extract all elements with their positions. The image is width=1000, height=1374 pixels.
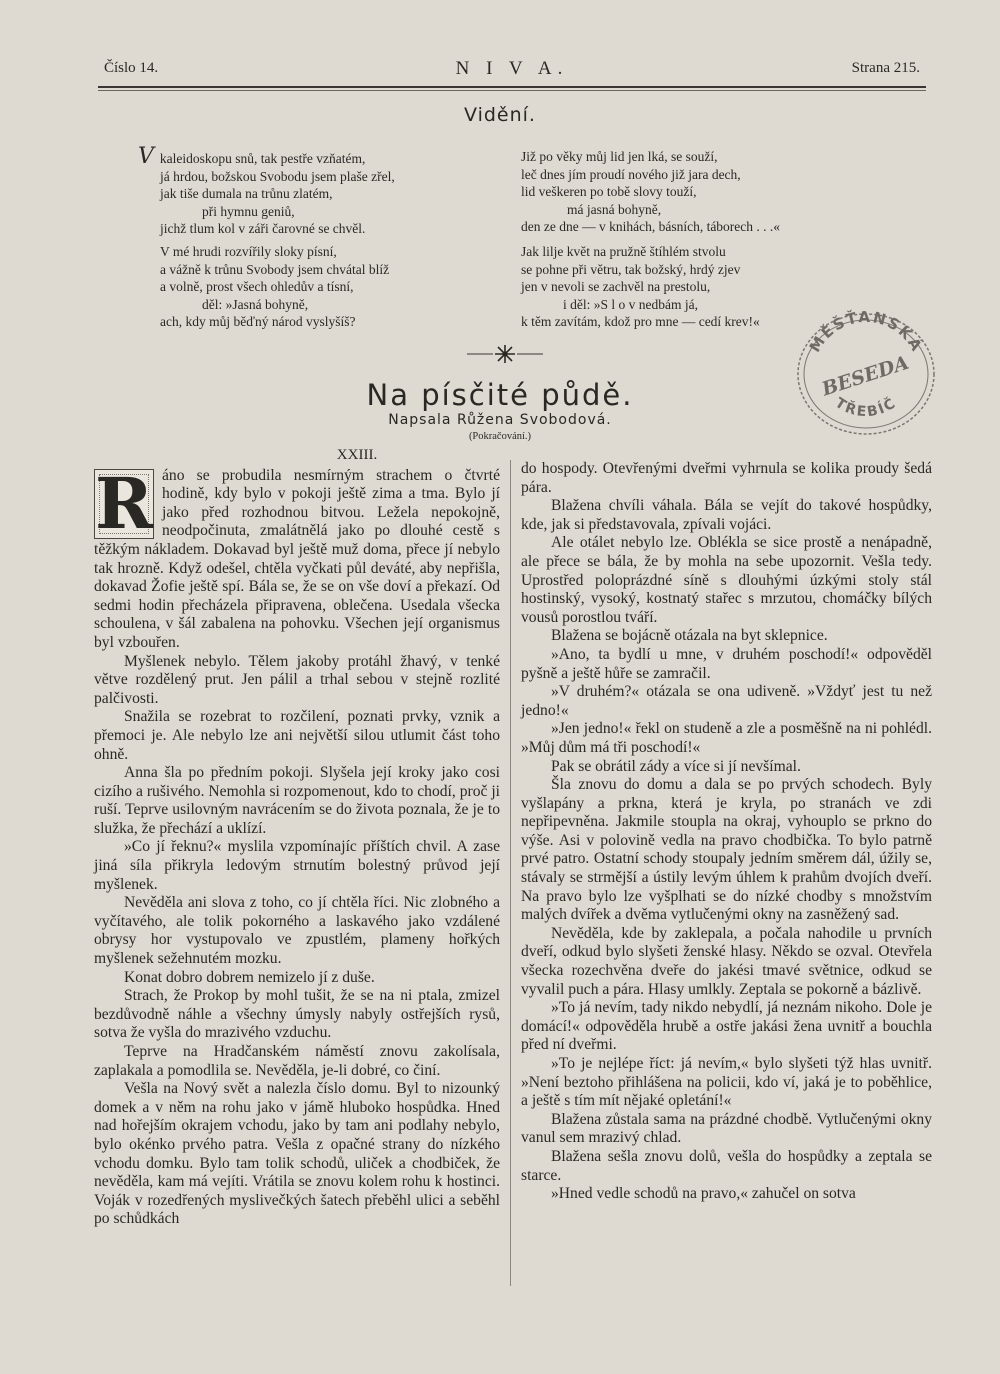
paragraph: Nevěděla ani slova z toho, co jí chtěla říci. Nic zlobného a vyčítavého, ale tolik pokorného a laskavého jako vzdálené obrysy hor vystupovalo ve zpustlém, plameny hořkých myšlenek sežehnutém mozku. — [94, 894, 500, 968]
paragraph: Konat dobro dobrem nemizelo jí z duše. — [124, 968, 375, 986]
poem-line: a volně, prost všech ohledův a tísní, — [160, 279, 354, 294]
drop-cap-letter: R — [95, 461, 154, 545]
continued-note: (Pokračování.) — [468, 431, 532, 442]
paragraph: Nevěděla, kde by zaklepala, a počala nahodile u prvních dveří, odkud bylo slyšeti ženské hlasy. Někdo se ozval. Otevřela všecka rozechvěna dveře do jakési tmavé světnice, odkud se vyvalil puch a pára. Hlasy umlkly. Zeptala se pokorně a bázlivě. — [521, 924, 932, 998]
paragraph: Anna šla po předním pokoji. Slyšela její kroky jako cosi cizího a rušivého. Nemohla si rozpomenout, kdo to chodí, proč ji ruší. Teprve usilovným navrácením se do života poznala, že je to služka, že přechází a uklízí. — [94, 764, 500, 837]
stamp-bottom-text: TŘEBÍČ — [832, 394, 900, 421]
drop-cap — [94, 461, 154, 545]
paragraph: Ale otálet nebylo lze. Oblékla se sice prostě a nenápadně, ale přece se bála, že by mohla na sebe upozornit. Vešla tedy. Uprostřed poloprázdné síně s dlouhými úzkými stoly stál hostinský, vysoký, kostnatý stařec s mrzutou, chomáčky bílých vousů porostlou tváří. — [521, 534, 932, 626]
issue-number: Číslo 14. — [104, 60, 159, 76]
paragraph: Vešla na Nový svět a nalezla číslo domu. Byl to nizounký domek a v něm na rohu jako v jámě hluboko hospůdka. Hned nad hořejším okrajem vchodu, jako by tam ani podlahy nebylo, bylo okénko prvého patra. Vešla z opačné strany do nízkého vchodu domku. Bylo tam tolik schodů, uliček a chodbiček, že nevěděla, kam má vejíti. Vrátila se znovu kolem rohu k hostinci. Voják v rozedřených myslivečkých šatech přeběhl ulici a seběhl po schůdkách — [94, 1080, 500, 1228]
header-rule — [98, 86, 926, 88]
poem-line: jak tiše dumala na trůnu zlatém, — [160, 186, 333, 201]
poem-line: jichž tlum kol v záři čarovné se chvěl. — [160, 221, 366, 236]
poem-line: při hymnu geniů, — [202, 203, 295, 219]
paragraph: »To je nejlépe říct: já nevím,« bylo slyšeti týž hlas uvnitř. »Není beztoho přihlášena na policii, kdo ví, jaká je to poběhlice, a ještě s tím mít nějaké opletání!« — [521, 1055, 932, 1110]
section-ornament — [465, 343, 545, 365]
poem-line: i děl: »S l o v nedbám já, — [563, 296, 698, 312]
paragraph: »Hned vedle schodů na pravo,« zahučel on sotva — [551, 1185, 856, 1203]
column-divider — [510, 460, 511, 1286]
article-column-left — [94, 446, 500, 1229]
paragraph: Blažena chvíli váhala. Bála se vejít do takové hospůdky, kde, jak si představovala, zpívali vojáci. — [521, 497, 932, 533]
chapter-number: XXIII. — [336, 447, 378, 463]
paragraph: »V druhém?« otázala se ona udiveně. »Vždyť jest tu než jedno!« — [521, 683, 932, 719]
paragraph: Blažena sešla znovu dolů, vešla do hospůdky a zeptala se starce. — [521, 1147, 932, 1184]
paragraph: Myšlenek nebylo. Tělem jakoby protáhl žhavý, v tenké větve rozdělený prut. Jen pálil a trhal sebou v stejně rozlité palčivosti. — [94, 652, 500, 707]
stamp-top-text: MĚŠŤANSKÁ — [805, 307, 927, 356]
journal-name: N I V A. — [455, 58, 569, 79]
poem-line: leč dnes jím proudí nového již jara dech, — [521, 166, 741, 182]
paragraph: »To já nevím, tady nikdo nebydlí, já neznám nikoho. Dole je domácí!« odpověděla hrubě a ostře jakási žena uvnitř a bouchla před ní dveřmi. — [521, 999, 932, 1054]
poem-title: Vidění. — [464, 104, 536, 126]
poem-line: jen v nevoli se zachvěl na prestolu, — [521, 279, 711, 294]
page-number: Strana 215. — [851, 60, 920, 76]
poem-line: děl: »Jasná bohyně, — [202, 296, 309, 312]
library-stamp — [792, 306, 940, 436]
poem-stanza-3 — [521, 148, 780, 236]
poem-stanza-1 — [138, 144, 395, 238]
paragraph: »Co jí řeknu?« myslila vzpomínajíc příštích chvil. A zase jiná síla přikryla ledovým strnutím bolestný průvod její myšlenek. — [94, 838, 500, 893]
poem-line: a vážně k trůnu Svobody jsem chvátal blíž — [160, 261, 390, 277]
poem-line: kaleidoskopu snů, tak pestře vzňatém, — [159, 151, 366, 166]
poem-line: k těm zavítám, kdož pro mne — cedí krev!« — [521, 314, 760, 329]
running-head — [104, 60, 920, 82]
paragraph: Blažena se bojácně otázala na byt sklepnice. — [551, 627, 828, 645]
paragraph: Šla znovu do domu a dala se po prvých schodech. Byly vyšlapány a prkna, která je kryla, po stranách ve zdi nepřipevněna. Jakmile stoupla na okraj, vyhouplo se prkno do výše. Asi v polovině vedla na pravo chodbička. To bylo patrně prvé patro. Ostatní schody stoupaly jedním směrem dál, úžily se, stávaly se strmější a ústily levým úhlem k prahům dvojích dveří. Na pravo bylo lze vyšplhati se do nízké chodby s množstvím malých dvířek a dvěma vytlučenými okny na zasněžený sad. — [521, 776, 932, 924]
paragraph: »Ano, ta bydlí u mne, v druhém poschodí!« odpověděl pyšně a ještě hůře se zamračil. — [521, 645, 932, 682]
svg-text:MĚŠŤANSKÁ — [806, 308, 927, 356]
article-column-right — [521, 460, 932, 1204]
header-rule-thin — [98, 90, 926, 91]
svg-text:TŘEBÍČ — [832, 393, 900, 420]
paragraph: Snažila se rozebrat to rozčilení, poznati prvky, vznik a přemoci je. Ale nebylo lze ani největší silou utlumit část toho ohně. — [94, 708, 500, 763]
poem-stanza-4 — [521, 243, 760, 331]
poem-line: ach, kdy můj běďný národ vyslyšíš? — [160, 314, 356, 329]
poem-line: Již po věky můj lid jen lká, se souží, — [521, 149, 718, 164]
article-byline: Napsala Růžena Svobodová. — [388, 412, 612, 428]
paragraph: »Jen jedno!« řekl on studeně a zle a posměšně na ni pohlédl. »Můj dům má tři poschodí!« — [521, 720, 932, 756]
paragraph: Strach, že Prokop by mohl tušit, že se na ni ptala, zmizel bezdůvodně náhle a všechny úmysly nabyly ostřejších rysů, sotva že vyšla do mrazivého vzduchu. — [94, 987, 500, 1042]
poem-line: den ze dne — v knihách, básních, táborech . . .« — [521, 219, 781, 234]
stamp-center-text: BESEDA — [819, 351, 912, 401]
poem-line: V mé hrudi rozvířily sloky písní, — [160, 244, 337, 259]
poem-line: já hrdou, božskou Svobodu jsem plaše zřel, — [160, 168, 395, 184]
poem-stanza-2 — [160, 243, 389, 331]
paragraph: áno se probudila nesmírným strachem o čtvrté hodině, kdy bylo v pokoji ještě zima a tma. Bylo jí jako před rozhodnou bitvou. Ležela nepokojně, neodpočinuta, zmalátnělá jako po dlouhé cestě s těžkým nákladem. Dokavad byl ještě muž doma, přece jí nebylo tak hrozně. Když odešel, chtěla vyčkati půl deváté, aby nepřišla, dokavad Žofie ještě spí. Bála se, že se on vše doví a překazí. Od sedmi hodin přecházela připravena, oblečena. Usedala všecka schoulena, v šál zabalena na pohovku. Všechen její organismus byl vzbouřen. — [94, 466, 500, 651]
paragraph: Pak se obrátil zády a více si jí nevšímal. — [551, 757, 801, 775]
article-title: Na písčité půdě. — [366, 378, 634, 412]
paragraph: Teprve na Hradčanském náměstí znovu zakolísala, zaplakala a pomodlila se. Nevěděla, je-li dobré, co činí. — [94, 1043, 500, 1079]
poem-initial: V — [138, 144, 154, 169]
paragraph: do hospody. Otevřenými dveřmi vyhrnula se kolika proudy šedá pára. — [521, 460, 932, 496]
poem-line: Jak lilje květ na pružně štíhlém stvolu — [521, 244, 726, 259]
paragraph: Blažena zůstala sama na prázdné chodbě. Vytlučenými okny vanul sem mrazivý chlad. — [521, 1110, 932, 1147]
poem-line: lid veškeren po tobě slovy touží, — [521, 184, 697, 199]
poem-line: má jasná bohyně, — [567, 201, 662, 217]
poem-line: se pohne při větru, tak božský, hrdý zjev — [521, 261, 741, 277]
